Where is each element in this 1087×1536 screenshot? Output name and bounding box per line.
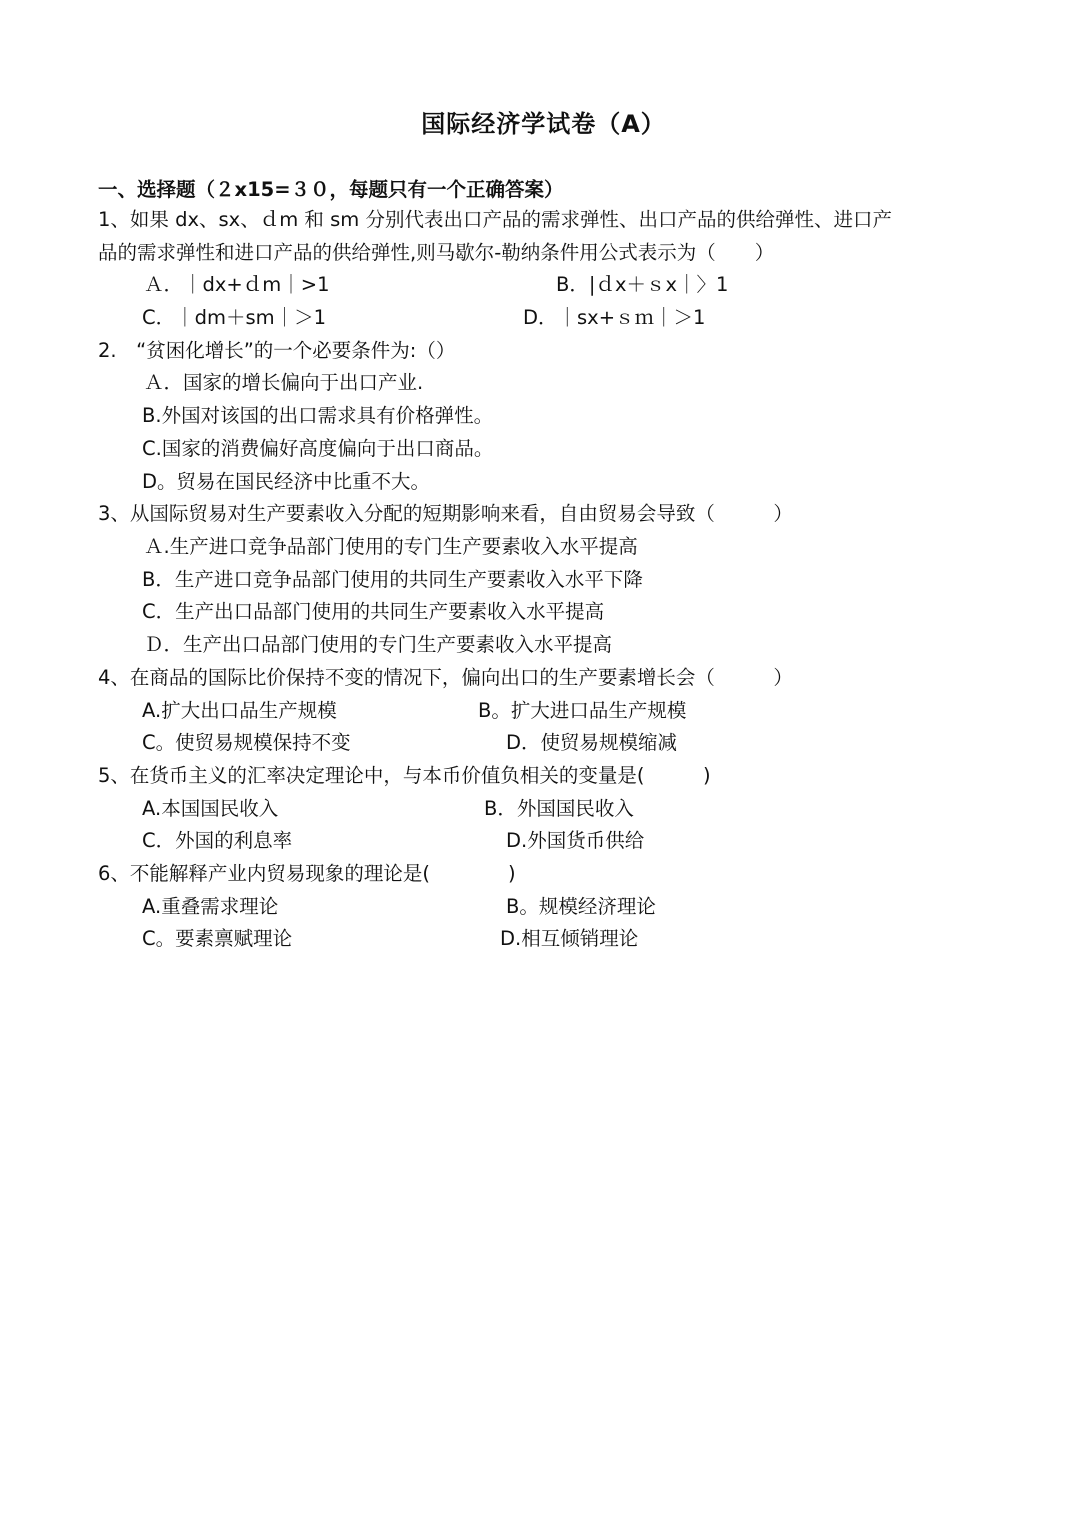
question-4-option-d: D．使贸易规模缩减 [506,731,678,755]
question-2-stem: 2. “贫困化增长”的一个必要条件为:（） [98,338,456,362]
question-2-option-c: C.国家的消费偏好高度偏向于出口商品。 [142,436,494,460]
question-4-option-b: B。扩大进口品生产规模 [478,698,687,722]
question-5-option-c: C．外国的利息率 [142,829,293,853]
question-5-option-a: A.本国国民收入 [142,796,279,820]
question-3-option-c: C．生产出口品部门使用的共同生产要素收入水平提高 [142,600,605,624]
question-6-option-b: B。规模经济理论 [506,894,656,918]
question-4-options-row2 [98,727,978,760]
question-6-option-c: C。要素禀赋理论 [142,927,293,951]
question-1-line1: 1、如果 dx、sx、ｄm 和 sm 分别代表出口产品的需求弹性、出口产品的供给弹性、进口产 [98,208,892,231]
questions-body [98,204,978,956]
question-1-line2: 品的需求弹性和进口产品的供给弹性,则马歇尔-勒纳条件用公式表示为（ ） [98,240,775,264]
question-4-option-a: A.扩大出口品生产规模 [142,698,337,722]
question-1-option-c: C．｜dm＋sm｜＞1 [142,306,327,330]
question-1-option-d: D．｜sx+ｓｍ｜＞1 [523,306,706,330]
question-6-option-a: A.重叠需求理论 [142,894,279,918]
question-2-option-a: Ａ．国家的增长偏向于出口产业. [144,371,424,395]
question-3-option-b: B．生产进口竞争品部门使用的共同生产要素收入水平下降 [142,567,643,591]
question-4-stem: 4、在商品的国际比价保持不变的情况下，偏向出口的生产要素增长会（ ） [98,665,793,689]
question-4-option-c: C。使贸易规模保持不变 [142,731,351,755]
question-5-options-row2 [98,825,978,858]
question-5-options-row1 [98,793,978,826]
question-6-options-row1 [98,891,978,924]
question-5-option-b: B．外国国民收入 [484,796,634,820]
question-2-option-b: B.外国对该国的出口需求具有价格弹性。 [142,404,494,428]
question-3-option-d: Ｄ．生产出口品部门使用的专门生产要素收入水平提高 [144,633,613,657]
question-1-option-b: B．|ｄx＋ｓx｜〉1 [556,273,729,297]
question-1-option-a: Ａ．｜dx+ｄm｜>1 [144,273,330,297]
question-2-option-d: D。贸易在国民经济中比重不大。 [142,469,431,493]
question-6-option-d: D.相互倾销理论 [500,927,639,951]
exam-title: 国际经济学试卷（A） [421,110,666,138]
question-4-options-row1 [98,695,978,728]
question-5-stem: 5、在货币主义的汇率决定理论中，与本币价值负相关的变量是( ) [98,763,711,787]
section-heading: 一、选择题（２x15=３０，每题只有一个正确答案） [98,178,564,201]
question-5-option-d: D.外国货币供给 [506,829,645,853]
question-3-stem: 3、从国际贸易对生产要素收入分配的短期影响来看，自由贸易会导致（ ） [98,502,793,526]
question-6-stem: 6、不能解释产业内贸易现象的理论是( ) [98,861,516,885]
question-6-options-row2 [98,923,978,956]
question-1-options-row2 [98,302,978,335]
question-3-option-a: Ａ.生产进口竞争品部门使用的专门生产要素收入水平提高 [144,535,638,558]
question-1-options-row1 [98,269,978,302]
